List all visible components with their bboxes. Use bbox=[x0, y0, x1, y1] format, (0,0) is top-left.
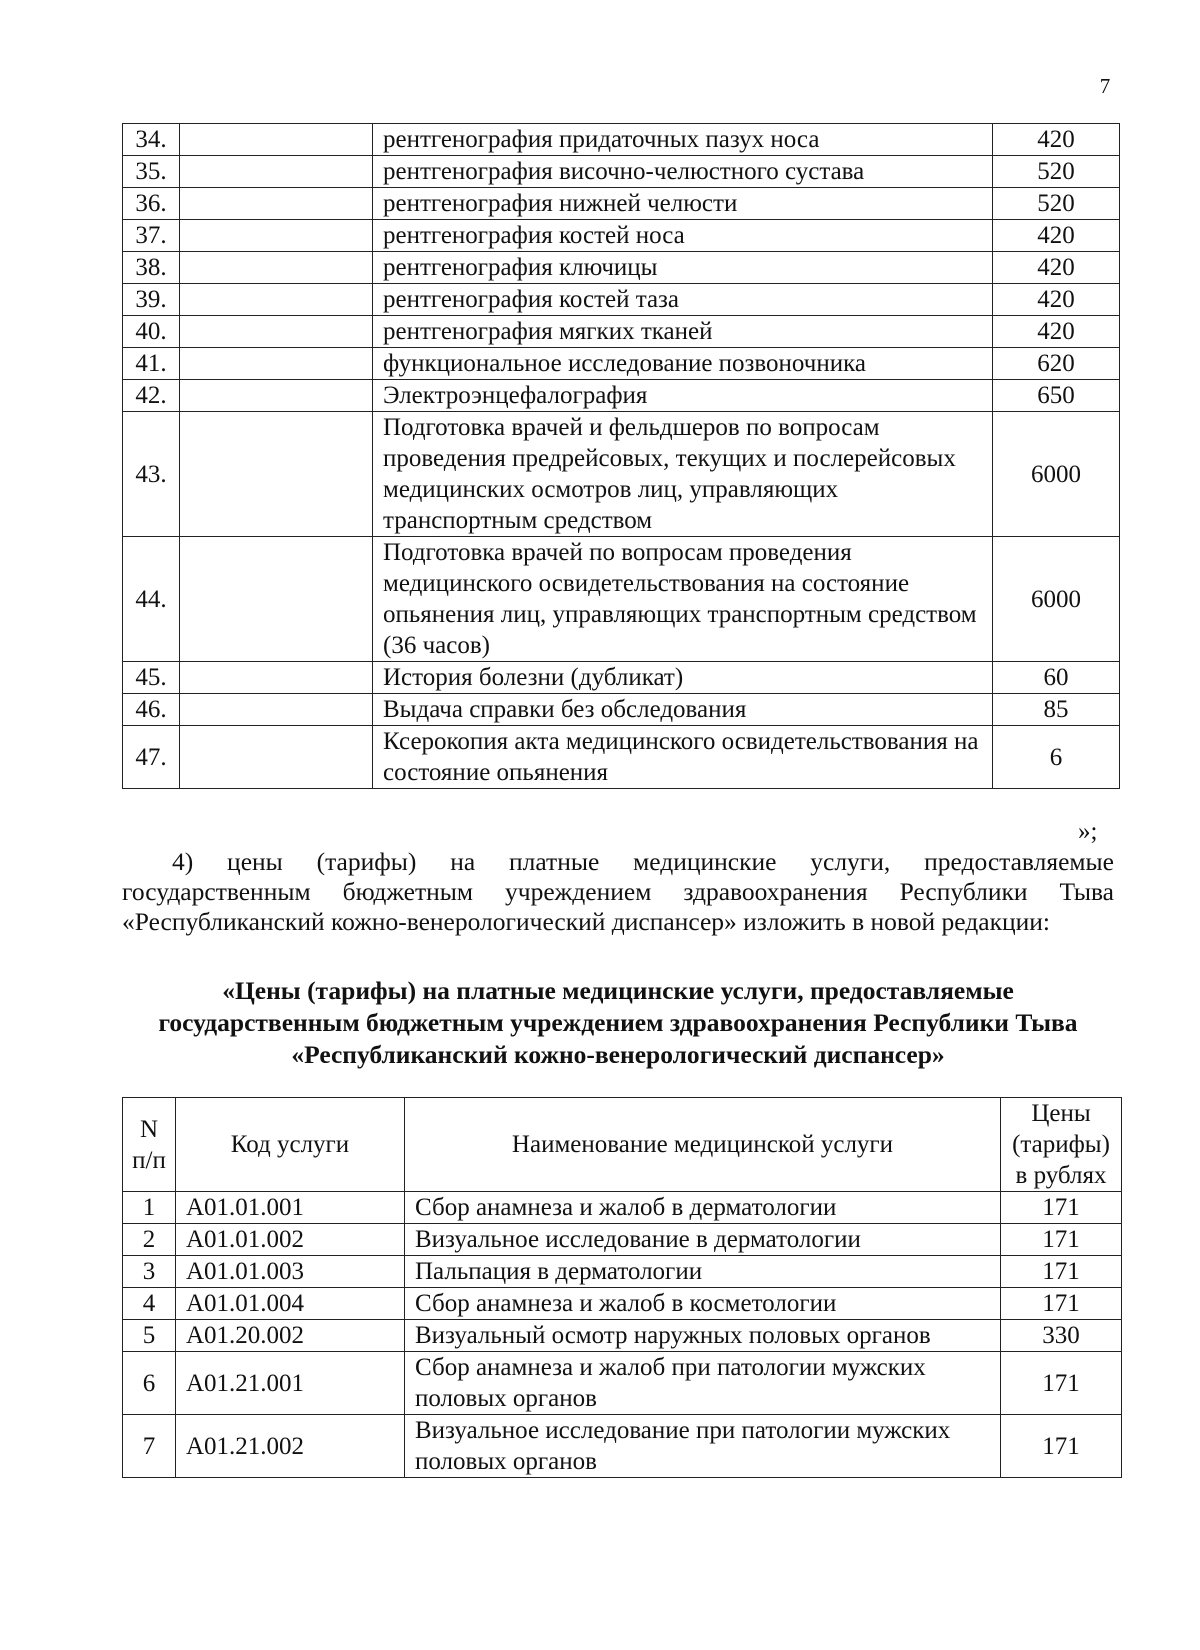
row-number: 44. bbox=[123, 537, 180, 662]
service-price: 420 bbox=[993, 316, 1120, 348]
service-code bbox=[180, 537, 373, 662]
header-name: Наименование медицинской услуги bbox=[405, 1098, 1001, 1192]
table-row bbox=[123, 1288, 1122, 1320]
service-name: рентгенография мягких тканей bbox=[373, 316, 993, 348]
service-name: рентгенография костей носа bbox=[373, 220, 993, 252]
service-name: Электроэнцефалография bbox=[373, 380, 993, 412]
row-number: 1 bbox=[123, 1192, 176, 1224]
service-name: рентгенография придаточных пазух носа bbox=[373, 124, 993, 156]
service-name: Сбор анамнеза и жалоб в дерматологии bbox=[405, 1192, 1001, 1224]
service-price: 520 bbox=[993, 188, 1120, 220]
service-code: A01.01.002 bbox=[176, 1224, 405, 1256]
row-number: 43. bbox=[123, 412, 180, 537]
header-price: Цены (тарифы) в рублях bbox=[1001, 1098, 1122, 1192]
table-row bbox=[123, 188, 1120, 220]
services-price-table-continued bbox=[122, 123, 1120, 789]
service-code bbox=[180, 726, 373, 789]
service-price: 330 bbox=[1001, 1320, 1122, 1352]
row-number: 41. bbox=[123, 348, 180, 380]
service-price: 171 bbox=[1001, 1256, 1122, 1288]
table-row bbox=[123, 1352, 1122, 1415]
service-code bbox=[180, 348, 373, 380]
row-number: 2 bbox=[123, 1224, 176, 1256]
table-header-row bbox=[123, 1098, 1122, 1192]
dermatovenerology-price-table bbox=[122, 1097, 1122, 1478]
service-code bbox=[180, 316, 373, 348]
table-row bbox=[123, 1415, 1122, 1478]
table-row bbox=[123, 156, 1120, 188]
section-heading: «Цены (тарифы) на платные медицинские услуги, предоставляемые государственным бюджетным учреждением здравоохранения Республики Тыва «Республиканский кожно-венерологический диспансер» bbox=[158, 976, 1078, 1069]
service-code bbox=[180, 662, 373, 694]
service-code bbox=[180, 284, 373, 316]
service-name: рентгенография височно-челюстного сустава bbox=[373, 156, 993, 188]
service-name: рентгенография нижней челюсти bbox=[373, 188, 993, 220]
row-number: 37. bbox=[123, 220, 180, 252]
service-code: A01.21.002 bbox=[176, 1415, 405, 1478]
closing-quote: »; bbox=[1078, 818, 1098, 845]
service-price: 171 bbox=[1001, 1288, 1122, 1320]
service-price: 171 bbox=[1001, 1192, 1122, 1224]
service-name: рентгенография костей таза bbox=[373, 284, 993, 316]
service-price: 520 bbox=[993, 156, 1120, 188]
service-price: 420 bbox=[993, 220, 1120, 252]
service-price: 171 bbox=[1001, 1224, 1122, 1256]
service-price: 6000 bbox=[993, 537, 1120, 662]
service-code bbox=[180, 412, 373, 537]
table-row bbox=[123, 412, 1120, 537]
service-name: Пальпация в дерматологии bbox=[405, 1256, 1001, 1288]
service-code bbox=[180, 694, 373, 726]
row-number: 40. bbox=[123, 316, 180, 348]
row-number: 45. bbox=[123, 662, 180, 694]
service-name: Ксерокопия акта медицинского освидетельствования на состояние опьянения bbox=[373, 726, 993, 789]
service-code bbox=[180, 156, 373, 188]
table-row bbox=[123, 348, 1120, 380]
service-name: Подготовка врачей и фельдшеров по вопросам проведения предрейсовых, текущих и послерейсовых медицинских осмотров лиц, управляющих транспортным средством bbox=[373, 412, 993, 537]
amendment-paragraph: 4) цены (тарифы) на платные медицинские услуги, предоставляемые государственным бюджетным учреждением здравоохранения Республики Тыва «Республиканский кожно-венерологический диспансер» изложить в новой редакции: bbox=[122, 847, 1114, 936]
service-price: 6 bbox=[993, 726, 1120, 789]
table-row bbox=[123, 1224, 1122, 1256]
table-row bbox=[123, 1192, 1122, 1224]
table-row bbox=[123, 316, 1120, 348]
service-code: A01.01.001 bbox=[176, 1192, 405, 1224]
table-row bbox=[123, 124, 1120, 156]
table-row bbox=[123, 1320, 1122, 1352]
service-name: История болезни (дубликат) bbox=[373, 662, 993, 694]
row-number: 42. bbox=[123, 380, 180, 412]
table-row bbox=[123, 380, 1120, 412]
row-number: 36. bbox=[123, 188, 180, 220]
row-number: 4 bbox=[123, 1288, 176, 1320]
header-number: N п/п bbox=[123, 1098, 176, 1192]
service-price: 60 bbox=[993, 662, 1120, 694]
row-number: 35. bbox=[123, 156, 180, 188]
service-code bbox=[180, 252, 373, 284]
service-price: 171 bbox=[1001, 1415, 1122, 1478]
header-code: Код услуги bbox=[176, 1098, 405, 1192]
service-name: Выдача справки без обследования bbox=[373, 694, 993, 726]
service-name: Визуальный осмотр наружных половых органов bbox=[405, 1320, 1001, 1352]
service-name: Сбор анамнеза и жалоб при патологии мужских половых органов bbox=[405, 1352, 1001, 1415]
row-number: 46. bbox=[123, 694, 180, 726]
row-number: 34. bbox=[123, 124, 180, 156]
service-name: Подготовка врачей по вопросам проведения медицинского освидетельствования на состояние опьянения лиц, управляющих транспортным средством (36 часов) bbox=[373, 537, 993, 662]
service-price: 420 bbox=[993, 284, 1120, 316]
row-number: 38. bbox=[123, 252, 180, 284]
row-number: 47. bbox=[123, 726, 180, 789]
table-row bbox=[123, 537, 1120, 662]
table-row bbox=[123, 694, 1120, 726]
service-code bbox=[180, 124, 373, 156]
row-number: 7 bbox=[123, 1415, 176, 1478]
row-number: 5 bbox=[123, 1320, 176, 1352]
service-price: 650 bbox=[993, 380, 1120, 412]
service-name: Сбор анамнеза и жалоб в косметологии bbox=[405, 1288, 1001, 1320]
service-code: A01.20.002 bbox=[176, 1320, 405, 1352]
service-code: A01.01.004 bbox=[176, 1288, 405, 1320]
table-row bbox=[123, 662, 1120, 694]
service-code: A01.01.003 bbox=[176, 1256, 405, 1288]
table-row bbox=[123, 726, 1120, 789]
row-number: 39. bbox=[123, 284, 180, 316]
service-price: 420 bbox=[993, 124, 1120, 156]
service-price: 420 bbox=[993, 252, 1120, 284]
service-name: функциональное исследование позвоночника bbox=[373, 348, 993, 380]
service-price: 85 bbox=[993, 694, 1120, 726]
page-number: 7 bbox=[1099, 74, 1111, 98]
service-name: рентгенография ключицы bbox=[373, 252, 993, 284]
row-number: 6 bbox=[123, 1352, 176, 1415]
service-name: Визуальное исследование при патологии мужских половых органов bbox=[405, 1415, 1001, 1478]
service-price: 620 bbox=[993, 348, 1120, 380]
service-code: A01.21.001 bbox=[176, 1352, 405, 1415]
service-price: 171 bbox=[1001, 1352, 1122, 1415]
table-row bbox=[123, 284, 1120, 316]
table-row bbox=[123, 252, 1120, 284]
row-number: 3 bbox=[123, 1256, 176, 1288]
service-code bbox=[180, 188, 373, 220]
service-code bbox=[180, 380, 373, 412]
table-row bbox=[123, 1256, 1122, 1288]
service-name: Визуальное исследование в дерматологии bbox=[405, 1224, 1001, 1256]
service-code bbox=[180, 220, 373, 252]
table-row bbox=[123, 220, 1120, 252]
service-price: 6000 bbox=[993, 412, 1120, 537]
